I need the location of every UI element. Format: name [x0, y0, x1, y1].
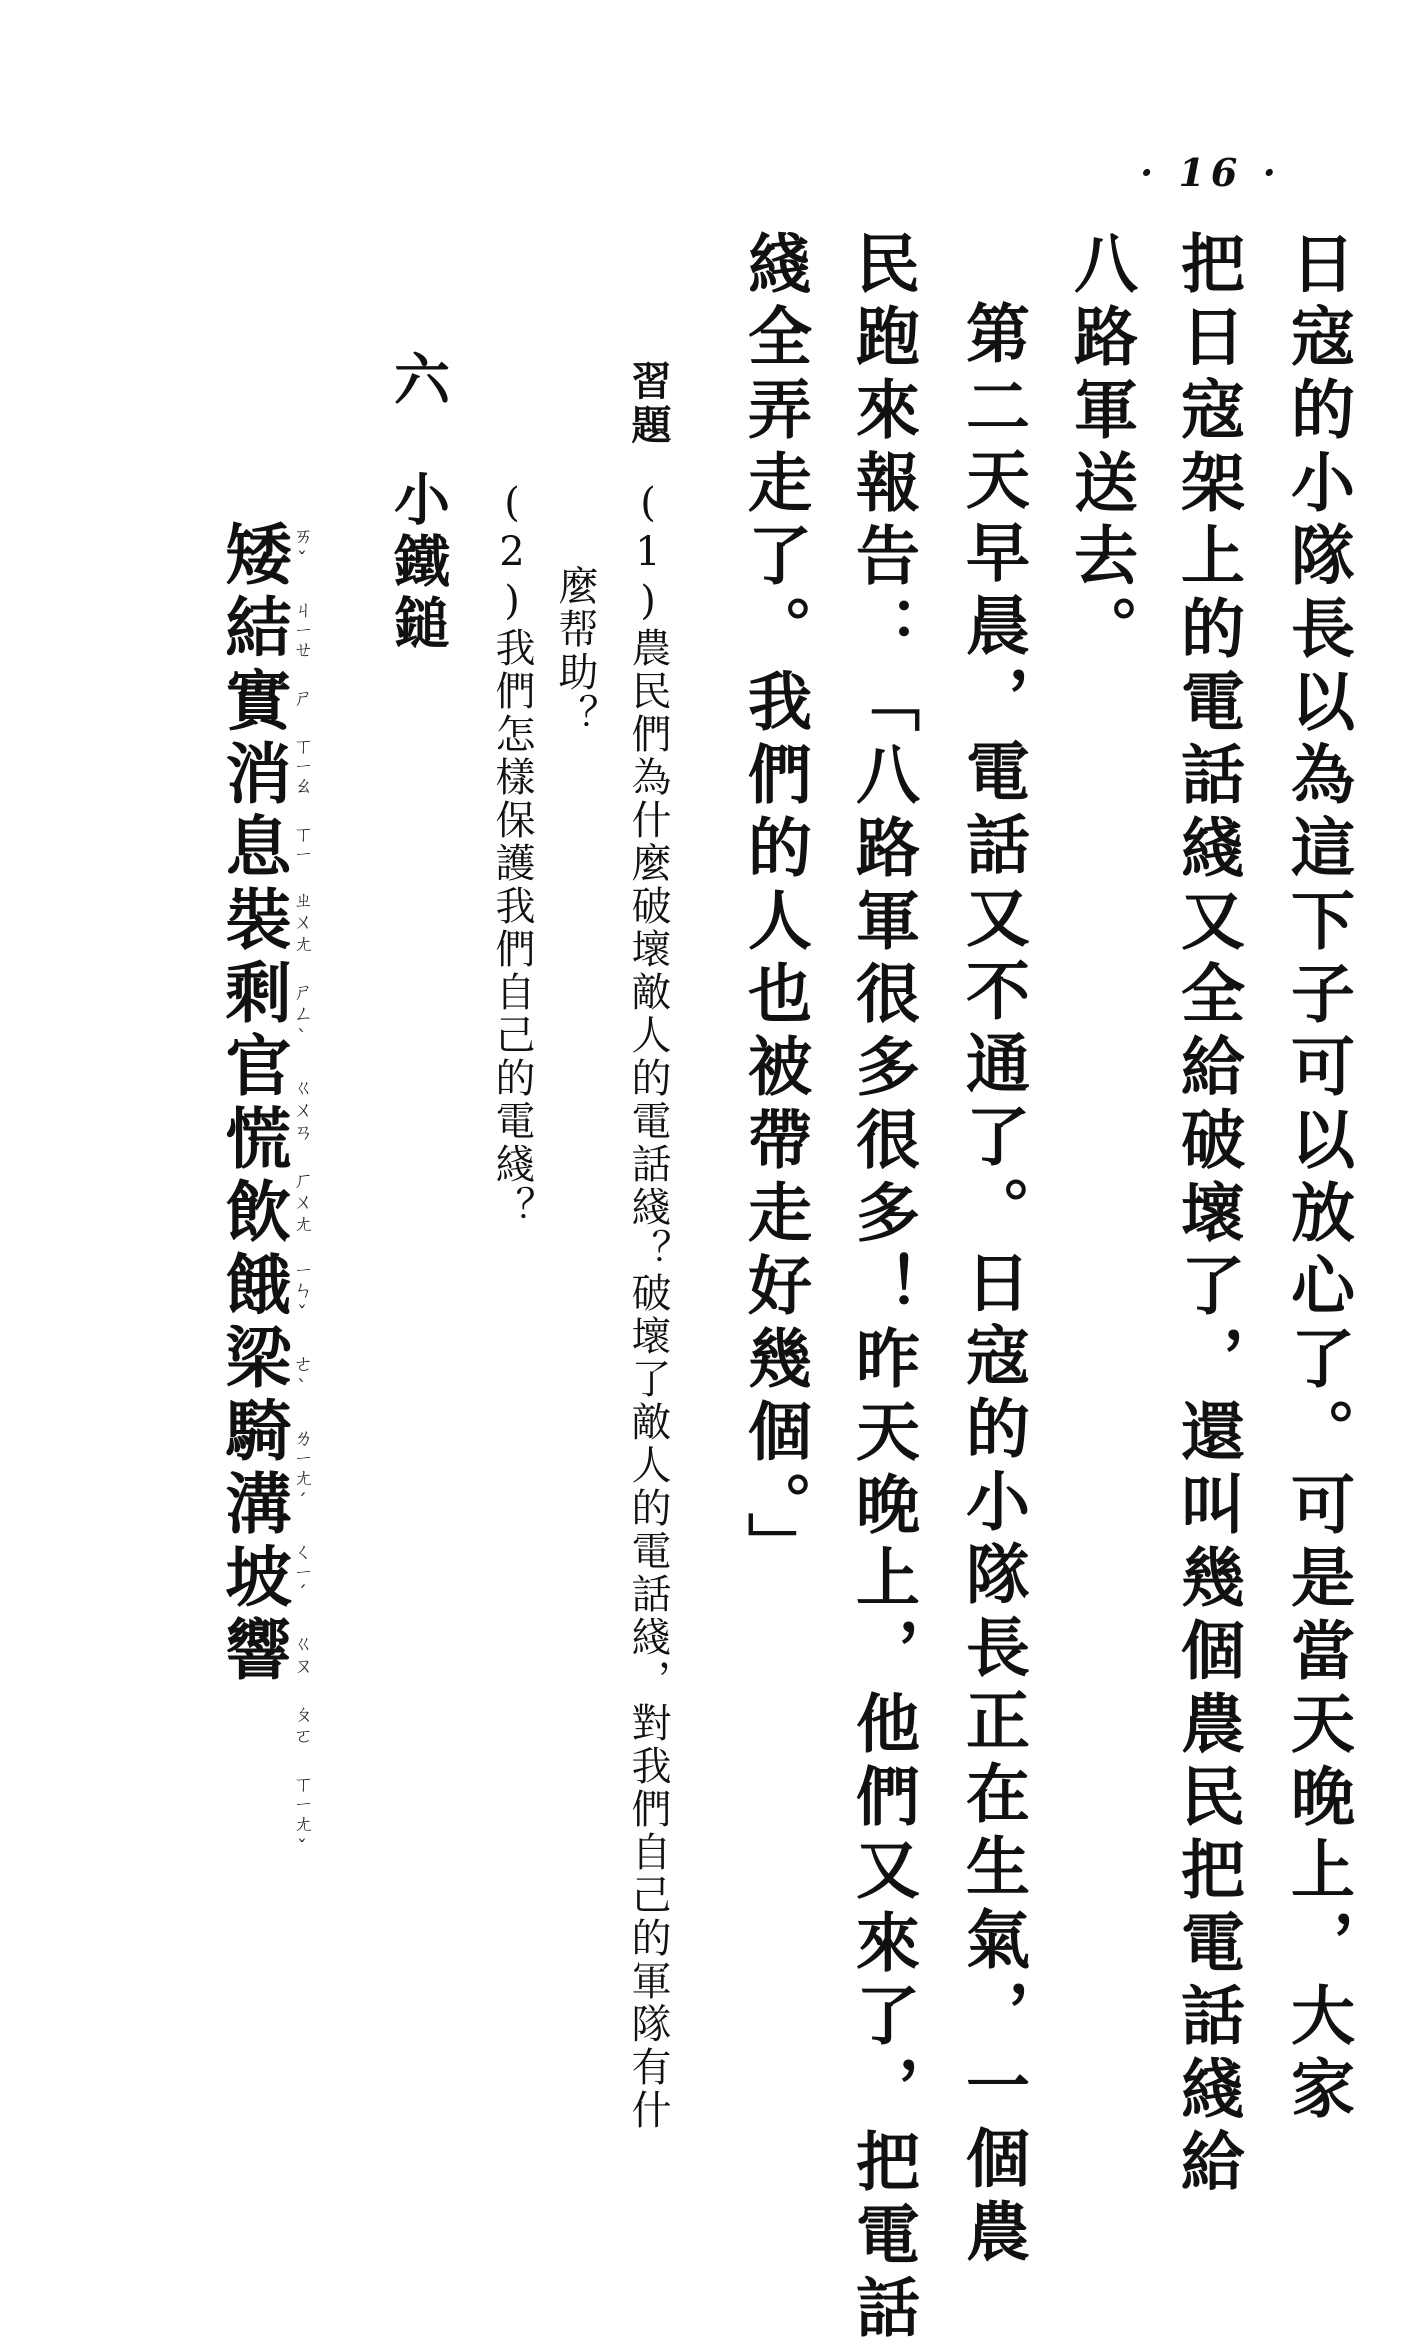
- body-line-4: 第二天早晨，電話又不通了。日寇的小隊長正在生氣，一個農: [955, 300, 1030, 2271]
- body-line-1: 日寇的小隊長以為這下子可以放心了。可是當天晚上，大家: [1280, 230, 1355, 2128]
- lesson-title: 小鐵鎚: [385, 470, 451, 656]
- exercise-q2: (2)我們怎樣保護我們自己的電綫？: [489, 480, 535, 1229]
- vocab-zhuyin: ㄞˇ ㄐㄧㄝ ㄕ ㄒㄧㄠ ㄒㄧ ㄓㄨㄤ ㄕㄥˋ ㄍㄨㄢ ㄏㄨㄤ ㄧㄣˇ ㄜˋ ㄌㄧㄤˊ ㄑㄧˊ ㄍㄡ ㄆㄛ ㄒㄧㄤˇ: [290, 525, 314, 1861]
- page-number: · 16 ·: [1140, 150, 1282, 195]
- body-line-2: 把日寇架上的電話綫又全給破壞了，還叫幾個農民把電話綫給: [1170, 230, 1245, 2201]
- body-line-3: 八路軍送去。: [1063, 230, 1138, 668]
- vocab-characters: 矮結實消息裝剩官慌飲餓梁騎溝坡響: [214, 520, 292, 1688]
- lesson-number: 六: [385, 350, 451, 406]
- exercise-q1-line1: (1)農民們為什麼破壞敵人的電話綫？破壞了敵人的電話綫，對我們自己的軍隊有什: [625, 480, 671, 2132]
- exercise-q1-line2: 麼帮助？: [552, 565, 598, 737]
- exercises-label: 習題: [625, 360, 672, 448]
- body-line-5: 民跑來報告：「八路軍很多很多！昨天晚上，他們又來了，把電話: [845, 230, 920, 2347]
- body-line-6: 綫全弄走了。我們的人也被帶走好幾個。」: [737, 230, 812, 1585]
